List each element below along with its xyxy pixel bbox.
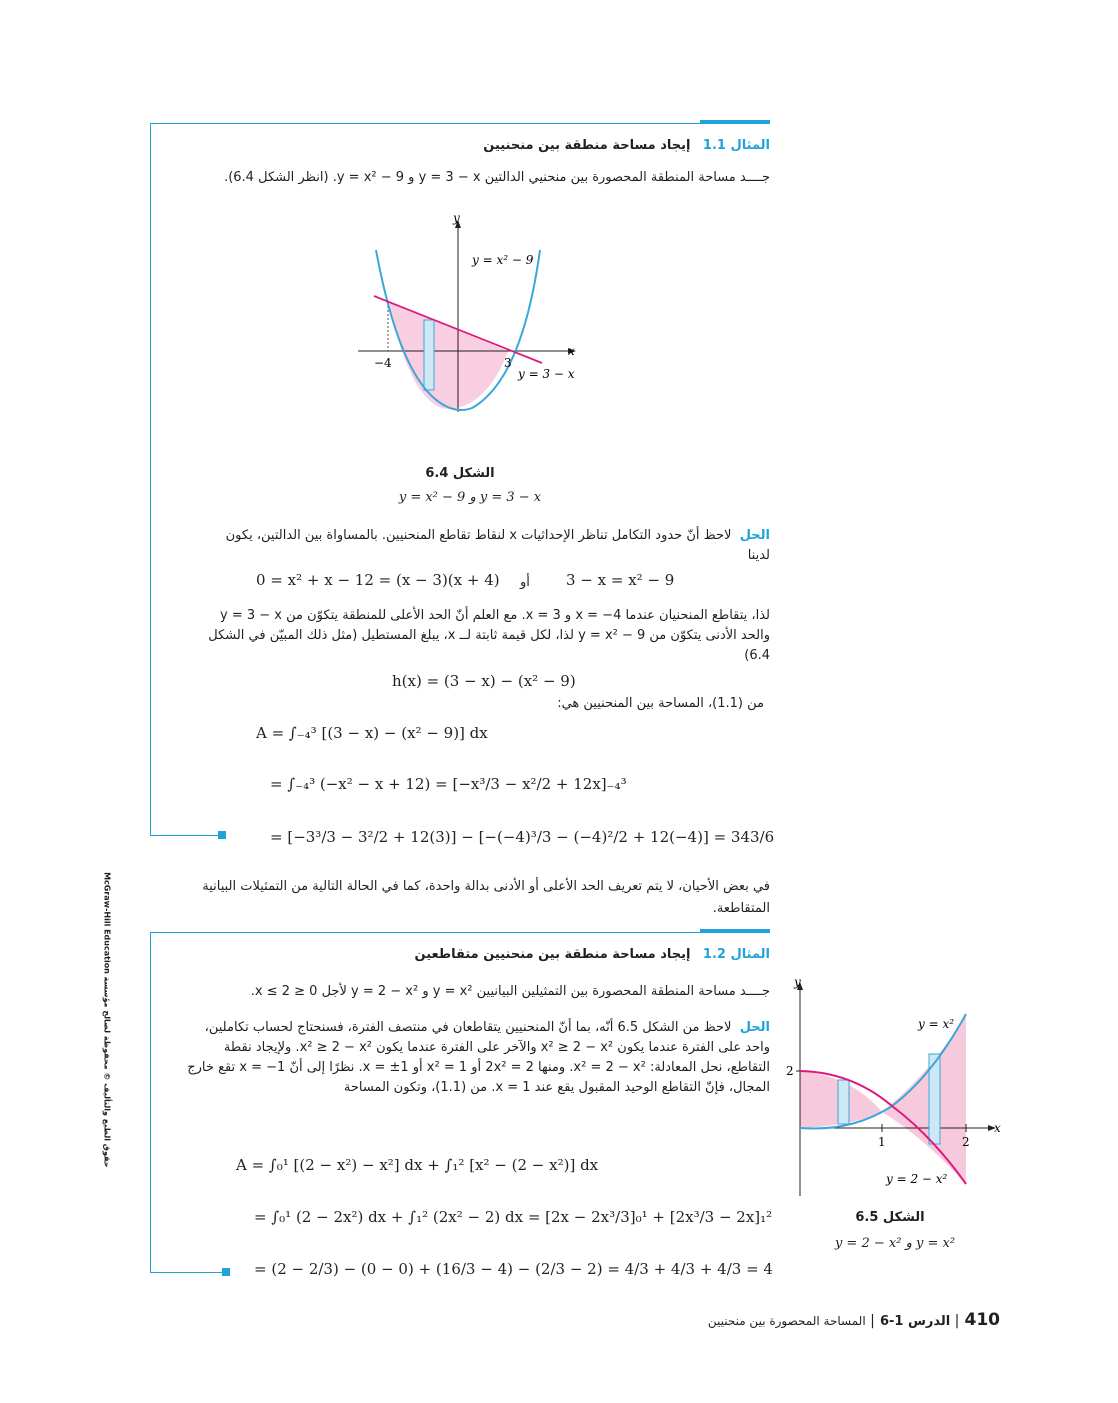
figure-6-4-sample-rectangle [424,320,434,390]
example2-left-border [150,932,151,1272]
figure-6-5-tick-x1: 1 [878,1135,886,1149]
interlude-paragraph: في بعض الأحيان، لا يتم تعريف الحد الأعلى أو الأدنى بدالة واحدة، كما في الحالة التالية من التمثيلات البيانية المتقاطعة. [202,879,770,916]
example2-end-marker [222,1268,230,1276]
example2-problem: جــــد مساحة المنطقة المحصورة بين التمثيلين البيانيين y = x² و y = 2 − x² لأجل 0 ≤ x ≤ 2. [250,984,770,999]
lesson-title: المساحة المحصورة بين منحنيين [707,1314,866,1328]
example1-header [300,136,770,156]
figure-6-5-y-label: y [794,976,801,989]
example2-solution-text: لاحظ من الشكل 6.5 أنّه، بما أنّ المنحنيين يتقاطعان في منتصف الفترة، فسنحتاج لحساب تكاملين، واحد على الفترة عندما يكون x² ≥ 2 − x² والآخر على الفترة عندما يكون x² ≥ 2 − x². ولإيجاد نقطة التقاطع، نحل المعادلة: x² = 2 − x². ومنها 2x² = 2 أو x² = 1 أو x = ±1. نظرًا إلى أنّ x = −1 تقع خارج المجال، فإنّ التقاطع الوحيد المقبول يقع عند x = 1. من (1.1)، وتكون المساحة [187,1020,770,1095]
example1-eq-or: أو [520,575,530,590]
figure-6-4-tick-neg4: −4 [374,356,392,370]
example1-left-border [150,123,151,835]
example1-problem: جــــد مساحة المنطقة المحصورة بين منحنيي الدالتين y = 3 − x و y = x² − 9. (انظر الشكل 6.4). [224,170,770,185]
side-copyright-text: حقوق الطبع والتأليف © محفوظة لصالح مؤسسة McGraw-Hill Education [102,872,112,1168]
example1-end-marker [218,831,226,839]
figure-6-5-caption: الشكل 6.5 [855,1210,925,1225]
example1-solution-p2: لذا، يتقاطع المنحنيان عندما x = −4 و x = 3. مع العلم أنّ الحد الأعلى للمنطقة يتكوّن من y = 3 − x والحد الأدنى يتكوّن من y = x² − 9 لذا، لكل قيمة ثابتة لــ x، يبلغ المستطيل (مثل ذلك المبيّن في الشكل 6.4) [208,608,770,663]
side-copyright [100,872,114,1170]
figure-6-4 [350,210,590,420]
example1-h-equation: h(x) = (3 − x) − (x² − 9) [392,672,576,690]
footer: 410 | الدرس 1-6 | المساحة المحصورة بين منحنيين [707,1310,1000,1330]
figure-6-5-x-label: x [994,1121,1001,1135]
figure-6-4-y-label: y [453,211,460,225]
figure-6-4-parabola-label: y = x² − 9 [472,253,534,267]
example1-area-line3: = [−3³/3 − 3²/2 + 12(3)] − [−(−4)³/3 − (−4)²/2 + 12(−4)] = 343/6 [270,828,775,846]
example2-solution [180,1018,770,1098]
example2-area-line1: A = ∫₀¹ [(2 − x²) − x²] dx + ∫₁² [x² − (2 − x²)] dx [236,1156,599,1174]
example2-title: إيجاد مساحة منطقة بين منحنيين متقاطعين [414,947,691,962]
example2-label: المثال 1.2 [702,947,770,962]
example1-area-line1: A = ∫₋₄³ [(3 − x) − (x² − 9)] dx [256,724,488,742]
example1-label: المثال 1.1 [702,138,770,153]
example1-top-border [150,123,770,124]
example2-solution-label: الحل [739,1020,770,1035]
figure-6-5-label-bottom: y = 2 − x² [886,1172,948,1186]
example1-solution-label: الحل [739,528,770,543]
example2-top-border [150,932,770,933]
example1-title: إيجاد مساحة منطقة بين منحنيين [483,138,691,153]
figure-6-4-line-label: y = 3 − x [518,367,575,381]
figure-6-4-x-label: x [568,344,575,358]
figure-6-4-caption: الشكل 6.4 [425,466,495,481]
figure-6-5-tick-x2: 2 [962,1135,970,1149]
figure-6-5 [782,976,1008,1196]
example2-area-line2: = ∫₀¹ (2 − 2x²) dx + ∫₁² (2x² − 2) dx = [2x − 2x³/3]₀¹ + [2x³/3 − 2x]₁² [254,1208,773,1226]
example1-eq-left: 0 = x² + x − 12 = (x − 3)(x + 4) [256,571,500,589]
example1-bottom-border [150,835,222,836]
lesson-number: الدرس 1-6 [879,1314,951,1329]
figure-6-5-subcaption: y = x² و y = 2 − x² [834,1236,956,1251]
example1-eq-right: 3 − x = x² − 9 [566,571,675,589]
example2-area-line3: = (2 − 2/3) − (0 − 0) + (16/3 − 4) − (2/3 − 2) = 4/3 + 4/3 + 4/3 = 4 [254,1260,773,1278]
page-number: 410 [964,1310,1000,1330]
figure-6-4-subcaption: y = 3 − x و y = x² − 9 [398,490,542,505]
figure-6-5-rect-left [838,1080,849,1124]
example1-solution-text1: لاحظ أنّ حدود التكامل تناظر الإحداثيات x لنقاط تقاطع المنحنيين. بالمساواة بين الدالتين، يكون لدينا [225,528,770,563]
example1-solution-p1 [210,526,770,566]
figure-6-5-shaded-right [882,1014,966,1184]
example1-solution-p3: من (1.1)، المساحة بين المنحنيين هي: [557,696,764,711]
figure-6-5-tick-y2: 2 [786,1064,794,1078]
figure-6-5-label-top: y = x² [918,1017,955,1031]
example2-bottom-border [150,1272,226,1273]
example1-area-line2: = ∫₋₄³ (−x² − x + 12) = [−x³/3 − x²/2 + 12x]₋₄³ [270,775,627,793]
example2-header [300,945,770,965]
figure-6-4-tick-3: 3 [504,356,512,370]
